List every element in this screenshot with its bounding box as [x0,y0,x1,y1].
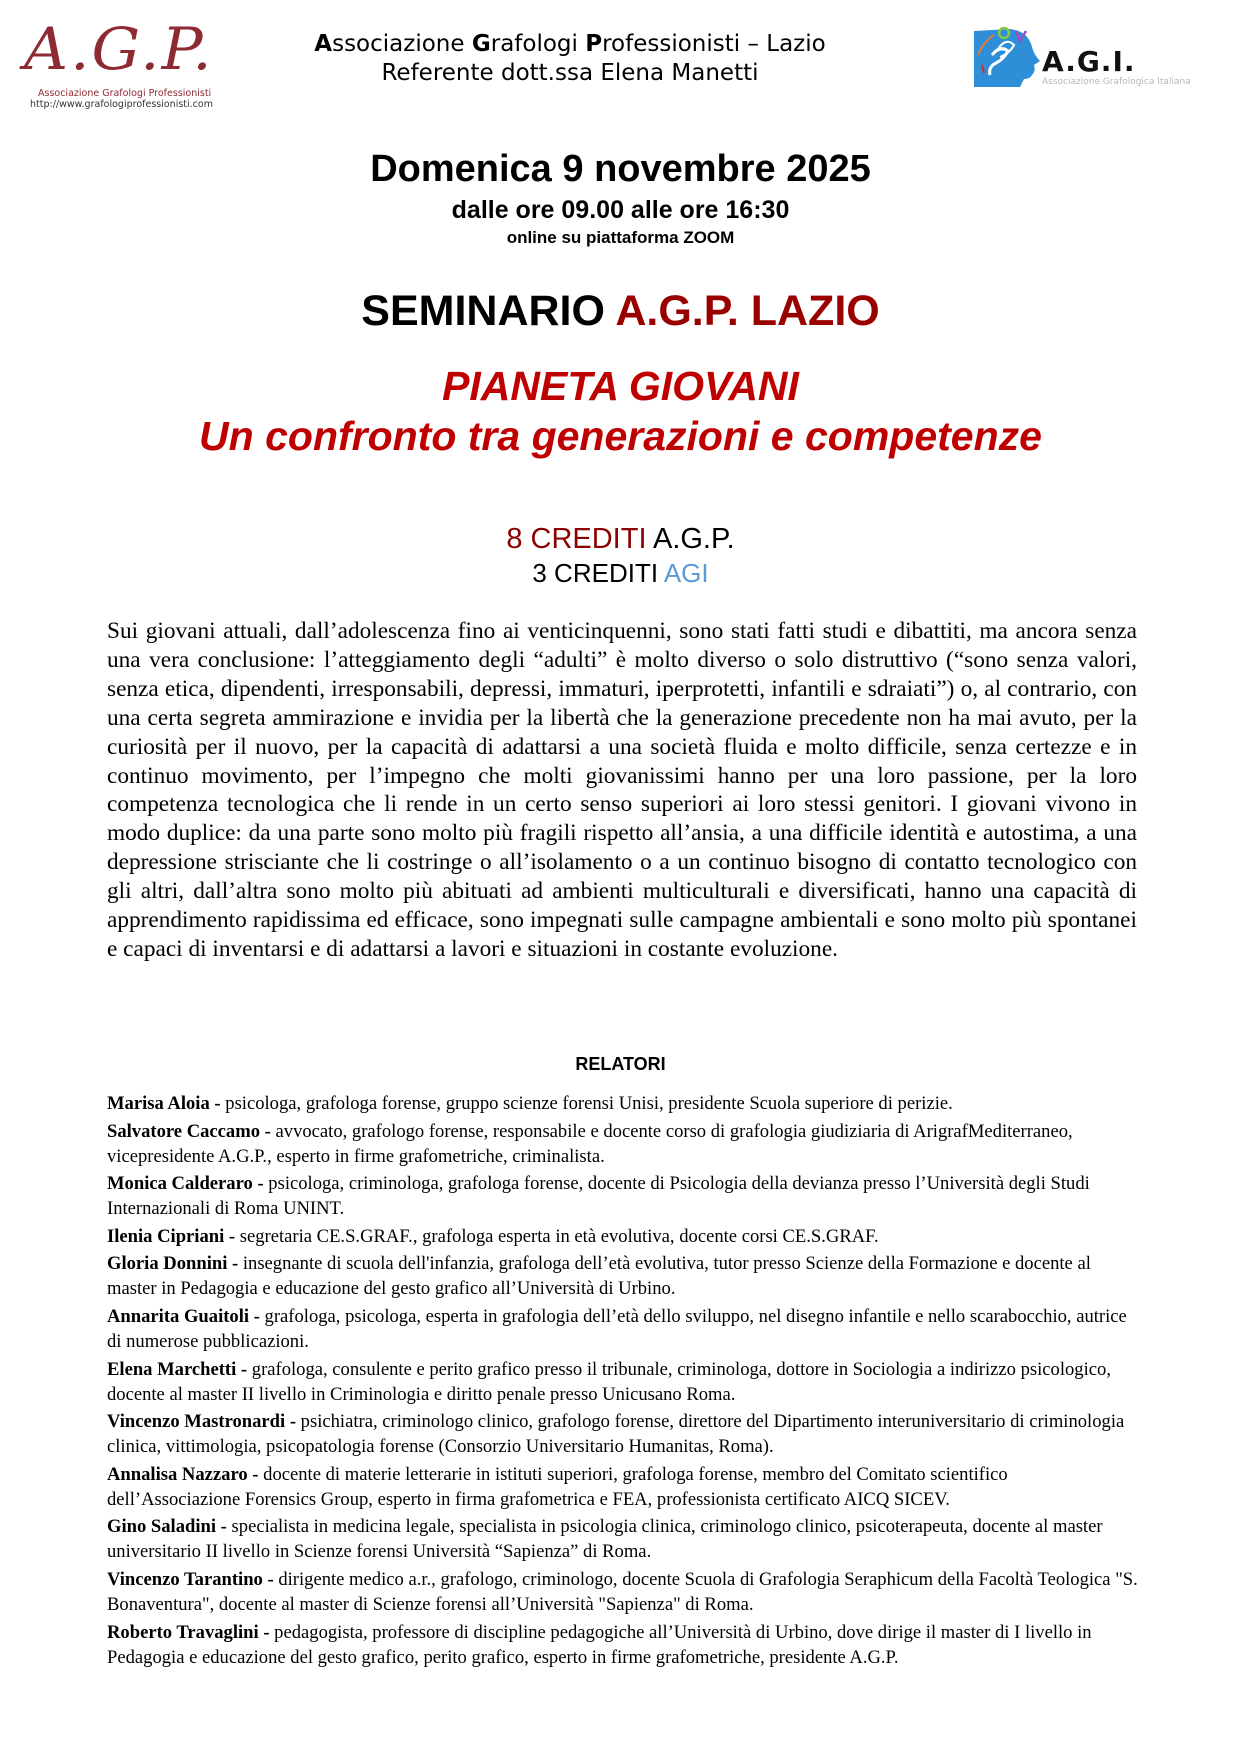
seminar-heading [0,287,1241,335]
speaker-name: Gloria Donnini - [107,1253,243,1275]
speaker-name: Marisa Aloia - [107,1093,226,1114]
speaker-bio: psichiatra, criminologo clinico, grafologo forense, direttore del Dipartimento interuniversitario di criminologia clinica, vittimologia, psicopatologia forense (Consorzio Universitario Humanitas, Roma). [107,1411,1125,1458]
speaker-name: Vincenzo Tarantino - [107,1568,279,1590]
speaker-item [107,1171,1142,1221]
speaker-item [107,1409,1142,1459]
seminar-title: PIANETA GIOVANI [442,363,799,409]
speaker-item [107,1514,1142,1564]
credits-agp-number: 8 CREDITI [506,523,647,555]
speaker-bio: avvocato, grafologo forense, responsabile e docente corso di grafologia giudiziaria di ArigrafMediterraneo, vicepresidente A.G.P., esperto in firme grafometriche, criminalista. [107,1120,1073,1167]
agi-logo-letters: A.G.I. [1042,45,1136,78]
event-platform: online su piattaforma ZOOM [506,228,735,247]
speaker-item [107,1224,1142,1249]
referent: Referente dott.ssa Elena Manetti [381,60,759,86]
speaker-item [107,1357,1142,1407]
agp-logo-url: http://www.grafologiprofessionisti.com [30,99,213,110]
relatori-heading: RELATORI [575,1054,666,1074]
speaker-name: Annalisa Nazzaro - [107,1463,264,1485]
credits-agi-org: AGI [663,558,709,588]
speaker-item [107,1251,1142,1301]
credits-agi [0,558,1241,588]
seminar-highlight: A.G.P. LAZIO [615,287,880,335]
speaker-bio: dirigente medico a.r., grafologo, criminologo, docente Scuola di Grafologia Seraphicum della Facoltà Teologica "S. Bonaventura", docente al master di Scienze forensi all’Università "Sapienza" di Roma. [107,1568,1138,1615]
speaker-bio: docente di materie letterarie in istituti superiori, grafologa forense, membro del Comitato scientifico dell’Associazione Forensics Group, esperto in firma grafometrica e FEA, professionista certificato AICQ SICEV. [107,1463,1008,1510]
speaker-item [107,1304,1142,1354]
speaker-bio: psicologa, criminologa, grafologa forense, docente di Psicologia della devianza presso l’Università degli Studi Internazionali di Roma UNINT. [107,1173,1090,1220]
credits-agi-number: 3 CREDITI [532,558,664,588]
speaker-bio: specialista in medicina legale, specialista in psicologia clinica, criminologo clinico, psicoterapeuta, docente al master universitario II livello in Scienze forensi Università “Sapienza” di Roma. [107,1516,1103,1563]
speaker-name: Vincenzo Mastronardi - [107,1411,301,1433]
agi-logo [970,25,1210,95]
speaker-bio: segretaria CE.S.GRAF., grafologa esperta in età evolutiva, docente corsi CE.S.GRAF. [239,1225,879,1247]
speaker-bio: grafologa, consulente e perito grafico presso il tribunale, criminologa, dottore in Sociologia a indirizzo psicologico, docente al master II livello in Criminologia e diritto penale presso Unicusano Roma. [107,1358,1111,1405]
credits-agp [0,523,1241,555]
speaker-bio: pedagogista, professore di discipline pedagogiche all’Università di Urbino, dove dirige il master di I livello in Pedagogia e educazione del gesto grafico, perito grafico, esperto in firme grafometriche, presidente A.G.P. [107,1621,1092,1668]
speaker-bio: grafologa, psicologa, esperta in grafologia dell’età dello sviluppo, nel disegno infantile e nello scarabocchio, autrice di numerose pubblicazioni. [107,1305,1127,1352]
speaker-name: Ilenia Cipriani - [107,1225,240,1247]
event-date: Domenica 9 novembre 2025 [370,148,871,190]
speaker-name: Salvatore Caccamo - [107,1120,276,1142]
header-association [270,30,870,88]
speaker-name: Monica Calderaro - [107,1173,269,1195]
credits-agp-org: A.G.P. [646,523,735,555]
association-name: Associazione Grafologi Professionisti – Lazio [314,31,826,57]
speaker-bio: psicologa, grafologa forense, gruppo scienze forensi Unisi, presidente Scuola superiore di perizie. [225,1093,953,1114]
event-hours: dalle ore 09.00 alle ore 16:30 [451,196,790,224]
speaker-item [107,1462,1142,1512]
seminar-subtitle: Un confronto tra generazioni e competenze [199,413,1042,459]
agp-logo-subtitle: Associazione Grafologi Professionisti [38,88,212,99]
speaker-item [107,1620,1142,1670]
agi-head-icon [970,25,1042,87]
agi-logo-subtitle: Associazione Grafologica Italiana [1042,77,1191,87]
speaker-item [107,1567,1142,1617]
speaker-name: Roberto Travaglini - [107,1621,275,1643]
speaker-name: Elena Marchetti - [107,1358,252,1380]
speaker-item [107,1119,1142,1169]
speaker-item [107,1091,1142,1116]
speaker-bio: insegnante di scuola dell'infanzia, grafologa dell’età evolutiva, tutor presso Scienze della Formazione e docente al master in Pedagogia e educazione del gesto grafico all’Università di Urbino. [107,1253,1091,1300]
agp-logo-letters: A.G.P. [24,15,214,83]
speakers-list [107,1091,1142,1672]
speaker-name: Annarita Guaitoli - [107,1305,265,1327]
seminar-prefix: SEMINARIO [361,287,616,335]
description-paragraph: Sui giovani attuali, dall’adolescenza fino ai venticinquenni, sono stati fatti studi e dibattiti, ma ancora senza una vera conclusione: l’atteggiamento degli “adulti” è molto diverso o solo distruttivo (“sono senza valori, senza etica, dipendenti, irresponsabili, depressi, immaturi, iperprotetti, infantili e sdraiati”) o, al contrario, con una certa segreta ammirazione e invidia per la libertà che la generazione precedente non ha mai avuto, per la curiosità per il nuovo, per la capacità di adattarsi a una società fluida e molto difficile, senza certezze e in continuo movimento, per l’impegno che molti giovanissimi hanno per una loro passione, per la loro competenza tecnologica che li rende in un certo senso superiori ai loro stessi genitori. I giovani vivono in modo duplice: da una parte sono molto più fragili rispetto all’ansia, a una difficile identità e autostima, a una depressione strisciante che li costringe o all’isolamento o a un continuo bisogno di contatto tecnologico con gli altri, dall’altra sono molto più abituati ad ambienti multiculturali e diversificati, hanno una capacità di apprendimento rapidissima ed efficace, sono impegnati sulle campagne ambientali e sono molto più spontanei e capaci di inventarsi e di adattarsi a lavori e situazioni in costante evoluzione. [107,618,1137,962]
speaker-name: Gino Saladini - [107,1516,232,1538]
agp-logo [18,15,248,113]
